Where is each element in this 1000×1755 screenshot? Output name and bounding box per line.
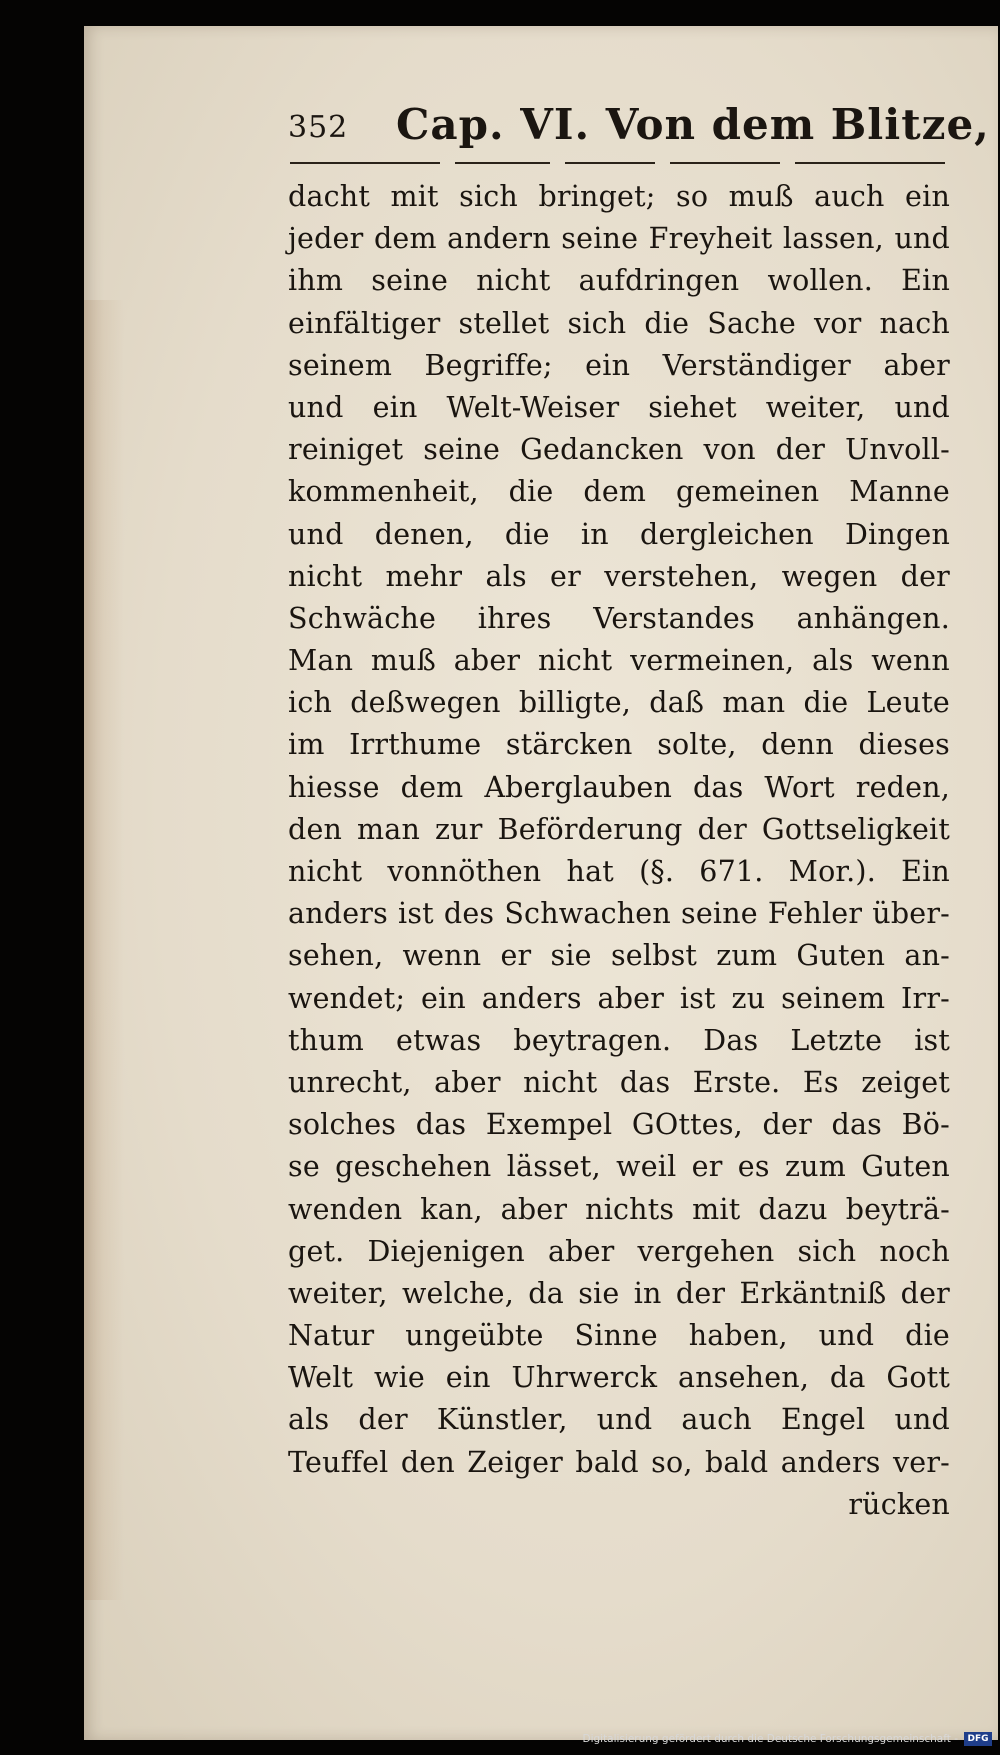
- text-line: wenden kan, aber nichts mit dazu beyträ-: [288, 1192, 950, 1226]
- text-line: einfältiger stellet sich die Sache vor nach: [288, 306, 950, 340]
- text-line: jeder dem andern seine Freyheit lassen, und: [288, 222, 950, 256]
- text-line: Teuffel den Zeiger bald so, bald anders ver-: [288, 1445, 950, 1479]
- text-line: get. Diejenigen aber vergehen sich noch: [288, 1234, 950, 1268]
- text-line: se geschehen lässet, weil er es zum Guten: [288, 1150, 950, 1184]
- text-line: solches das Exempel GOttes, der das Bö-: [288, 1108, 950, 1142]
- header-rule-segment: [565, 162, 655, 164]
- text-line: nicht vonnöthen hat (§. 671. Mor.). Ein: [288, 855, 950, 888]
- running-head: Cap. VI. Von dem Blitze,: [396, 100, 990, 149]
- text-line: und ein Welt-Weiser siehet weiter, und: [288, 390, 950, 424]
- text-line: unrecht, aber nicht das Erste. Es zeiget: [288, 1065, 950, 1099]
- header-rule: [290, 162, 950, 168]
- text-line: Man muß aber nicht vermeinen, als wenn: [288, 644, 950, 678]
- text-line: Natur ungeübte Sinne haben, und die: [288, 1319, 950, 1353]
- text-line: hiesse dem Aberglauben das Wort reden,: [288, 770, 950, 804]
- body-text: [288, 176, 950, 1526]
- text-line: sehen, wenn er sie selbst zum Guten an-: [288, 939, 950, 973]
- text-line: nicht mehr als er verstehen, wegen der: [288, 559, 950, 593]
- text-line: weiter, welche, da sie in der Erkäntniß der: [288, 1276, 950, 1310]
- text-line: thum etwas beytragen. Das Letzte ist: [288, 1023, 950, 1057]
- text-line: Schwäche ihres Verstandes anhängen.: [288, 601, 950, 635]
- text-line: als der Künstler, und auch Engel und: [288, 1403, 950, 1437]
- text-line: ich deßwegen billigte, daß man die Leute: [288, 686, 950, 720]
- digitization-credit: [582, 1731, 992, 1747]
- text-line: seinem Begriffe; ein Verständiger aber: [288, 348, 950, 382]
- header-rule-segment: [670, 162, 780, 164]
- text-line: dacht mit sich bringet; so muß auch ein: [288, 180, 950, 213]
- text-line: wendet; ein anders aber ist zu seinem Irr-: [288, 981, 950, 1015]
- header-rule-segment: [795, 162, 945, 164]
- text-line: kommenheit, die dem gemeinen Manne: [288, 475, 950, 509]
- credit-text: Digitalisierung gefördert durch die Deutsche Forschungsgemeinschaft -: [582, 1733, 958, 1745]
- text-line: und denen, die in dergleichen Dingen: [288, 517, 950, 551]
- page-number: 352: [288, 110, 349, 145]
- catchword: rücken: [848, 1487, 950, 1521]
- dfg-logo: DFG: [964, 1732, 992, 1746]
- page-header: [288, 100, 990, 160]
- header-rule-segment: [290, 162, 440, 164]
- text-line: ihm seine nicht aufdringen wollen. Ein: [288, 264, 950, 298]
- text-line: den man zur Beförderung der Gottseligkeit: [288, 812, 950, 846]
- text-line: anders ist des Schwachen seine Fehler über-: [288, 897, 950, 931]
- text-line: Welt wie ein Uhrwerck ansehen, da Gott: [288, 1361, 950, 1395]
- text-line: reiniget seine Gedancken von der Unvoll-: [288, 433, 950, 467]
- header-rule-segment: [455, 162, 550, 164]
- text-line: im Irrthume stärcken solte, denn dieses: [288, 728, 950, 762]
